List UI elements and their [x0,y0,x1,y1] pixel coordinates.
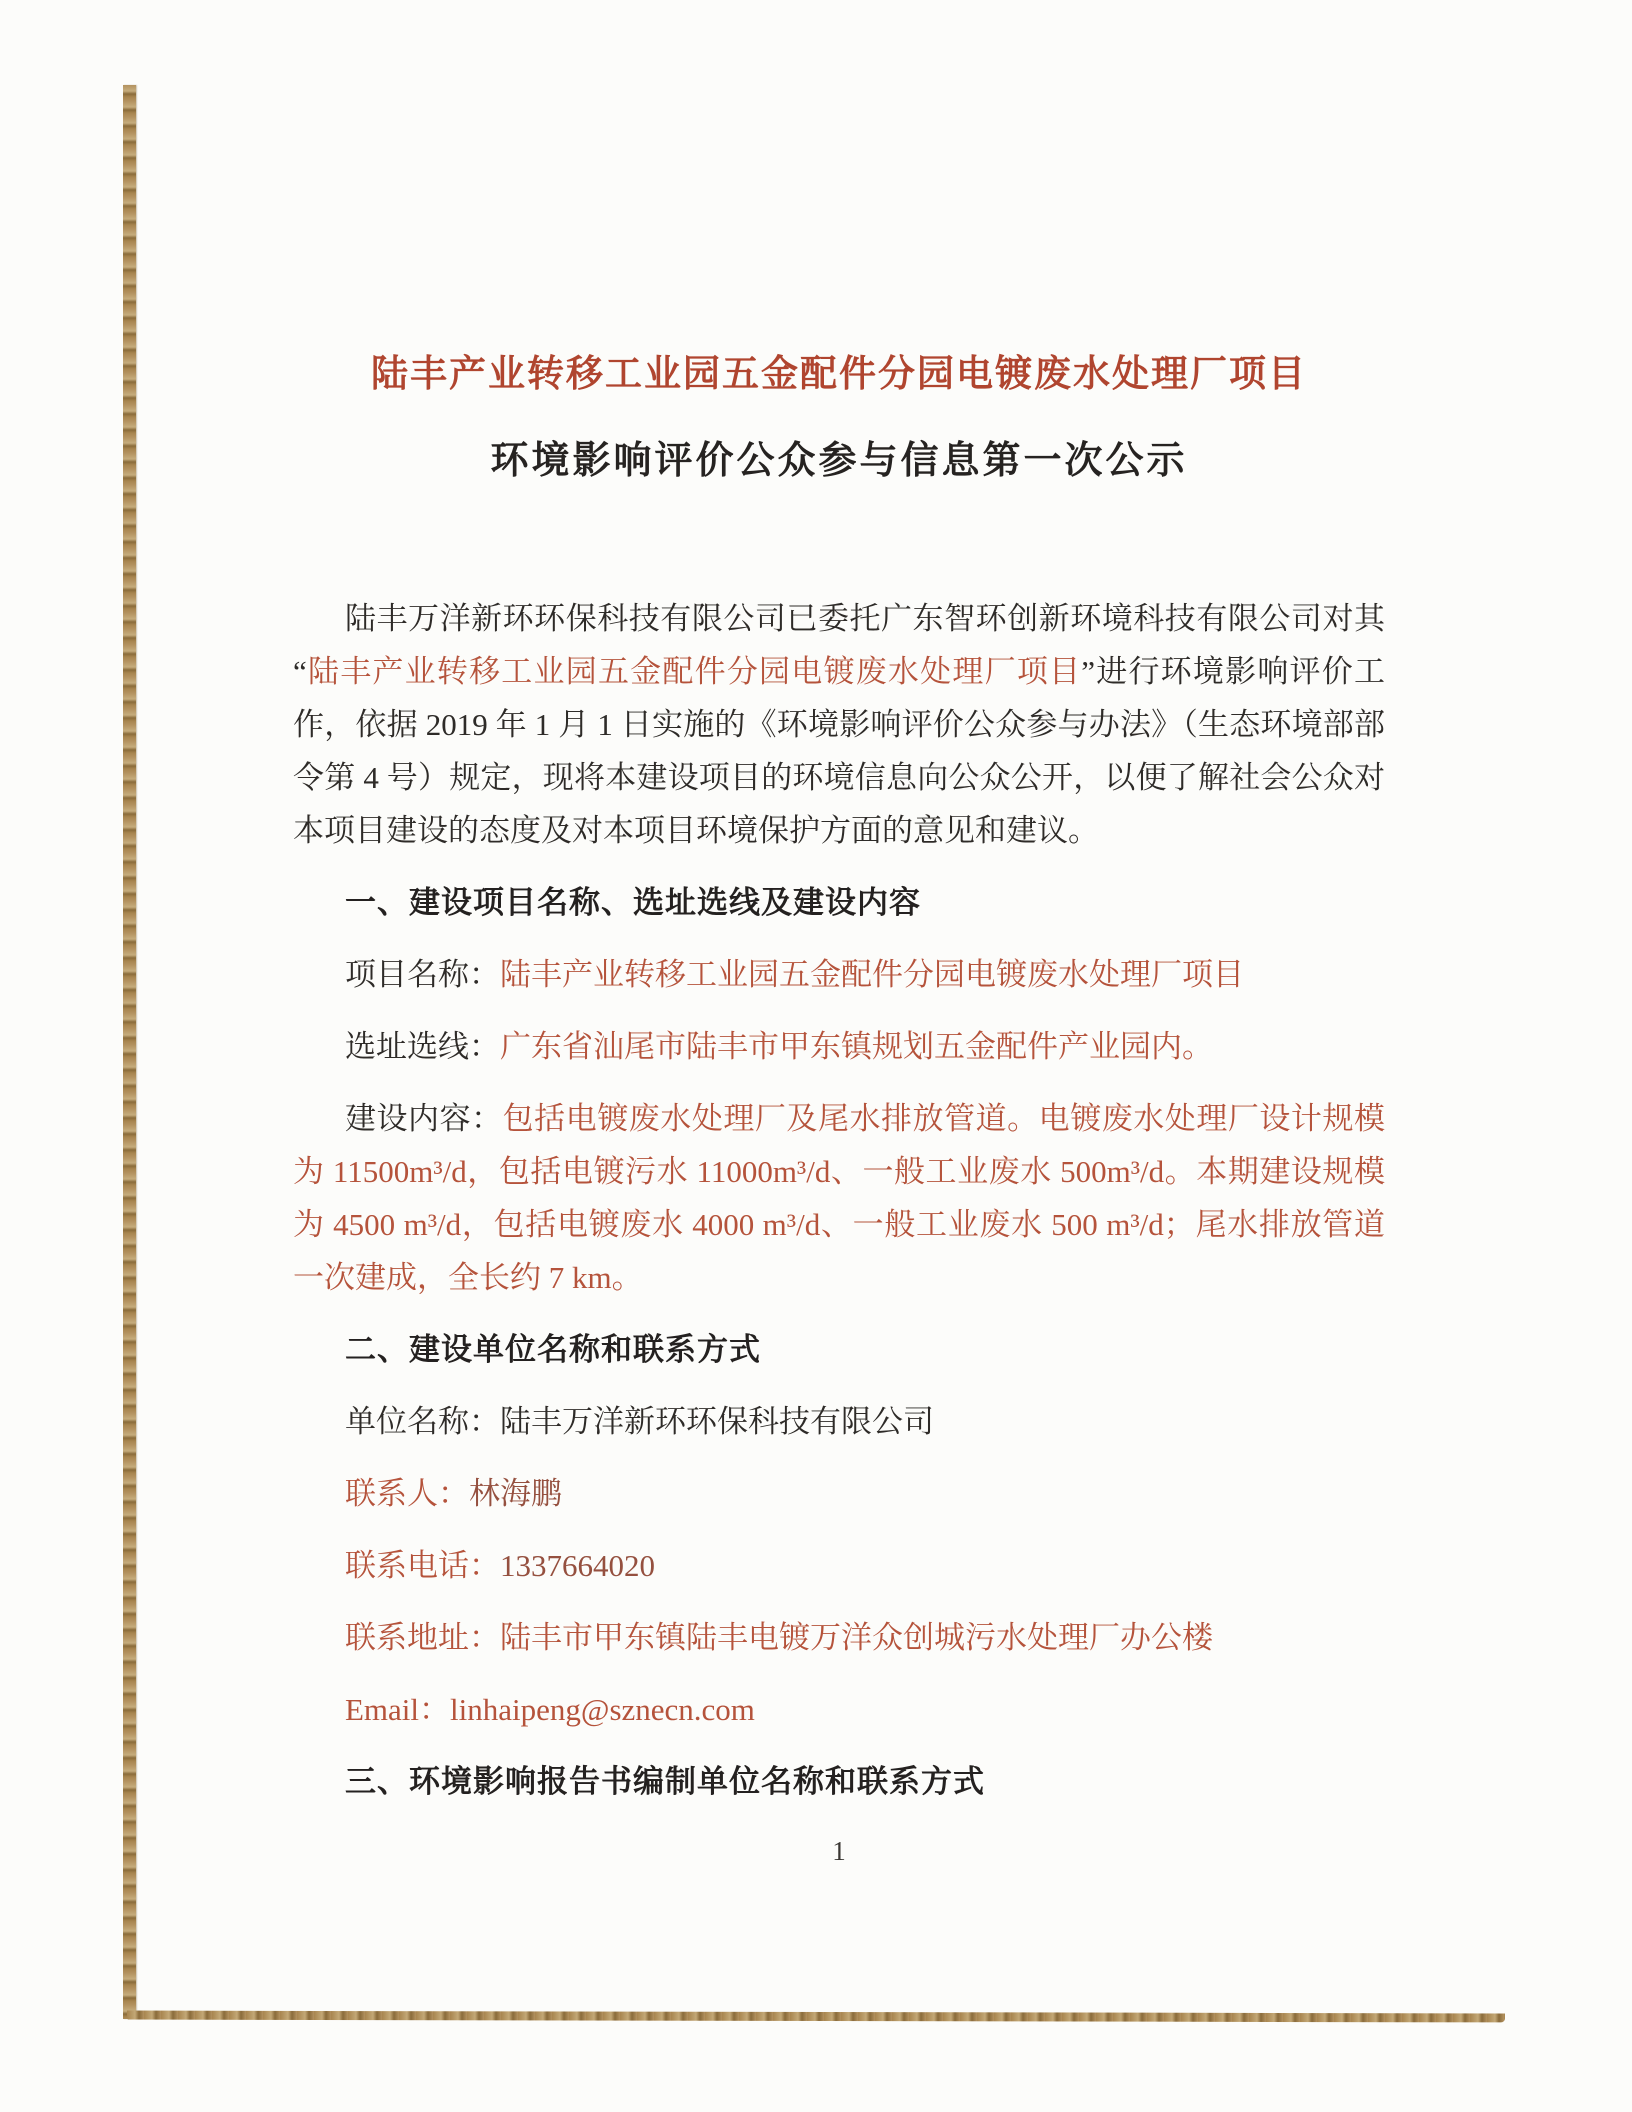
field-contact-person-label: 联系人： [345,1476,469,1511]
field-project-name-value: 陆丰产业转移工业园五金配件分园电镀废水处理厂项目 [500,957,1244,992]
field-contact-person [293,1467,1385,1520]
scan-edge-bottom [127,2011,1505,2023]
field-project-name-label: 项目名称： [345,957,500,992]
page-number: 1 [832,1836,846,1866]
document-title: 陆丰产业转移工业园五金配件分园电镀废水处理厂项目 [371,354,1307,395]
field-project-name [293,948,1385,1001]
document-subtitle: 环境影响评价公众参与信息第一次公示 [490,440,1188,482]
section-1-heading: 一、建设项目名称、选址选线及建设内容 [345,885,921,920]
field-unit-name-value: 陆丰万洋新环环保科技有限公司 [500,1404,934,1439]
field-site-selection-value: 广东省汕尾市陆丰市甲东镇规划五金配件产业园内。 [500,1029,1213,1064]
field-construction-content-value: 包括电镀废水处理厂及尾水排放管道。电镀废水处理厂设计规模为 11500m³/d，包括电镀污水 11000m³/d、一般工业废水 500m³/d。本期建设规模为 4500 m³/d，包括电镀废水 4000 m³/d、一般工业废水 500 m³/d；尾水排放管道一次建成，全长约 7 km。 [293,1101,1385,1295]
field-site-selection-label: 选址选线： [345,1029,500,1064]
field-email [293,1683,1385,1736]
intro-paragraph [293,592,1385,857]
intro-project-name: 陆丰产业转移工业园五金配件分园电镀废水处理厂项目 [306,654,1082,689]
field-contact-address-label: 联系地址： [345,1620,500,1655]
field-contact-phone [293,1539,1385,1592]
section-3-heading: 三、环境影响报告书编制单位名称和联系方式 [345,1764,985,1799]
field-contact-phone-value: 1337664020 [500,1548,655,1583]
field-contact-address-value: 陆丰市甲东镇陆丰电镀万洋众创城污水处理厂办公楼 [500,1620,1213,1655]
field-contact-phone-label: 联系电话： [345,1548,500,1583]
field-unit-name-label: 单位名称： [345,1404,500,1439]
field-site-selection [293,1020,1385,1073]
document-body [293,0,1385,1808]
section-2-heading: 二、建设单位名称和联系方式 [345,1332,761,1367]
field-construction-content-label: 建设内容： [345,1101,503,1136]
field-construction-content [293,1092,1385,1304]
field-contact-address [293,1611,1385,1664]
field-email-value: linhaipeng@sznecn.com [450,1692,755,1727]
intro-tail-text: ”进行环境影响评价工作，依据 2019 年 1 月 1 日实施的《环境影响评价公众参与办法》（生态环境部部令第 4 号）规定，现将本建设项目的环境信息向公众公开，以便了解社会公众对本项目建设的态度及对本项目环境保护方面的意见和建议。 [293,654,1386,848]
field-unit-name [293,1395,1385,1448]
intro-lead-text: 陆丰万洋新环环保科技有限公司已委托广东智环创新环境科技有限公司对其“ [293,601,1385,689]
field-contact-person-value: 林海鹏 [469,1476,562,1511]
field-email-label: Email： [345,1692,451,1727]
scan-edge-left [123,85,136,2019]
